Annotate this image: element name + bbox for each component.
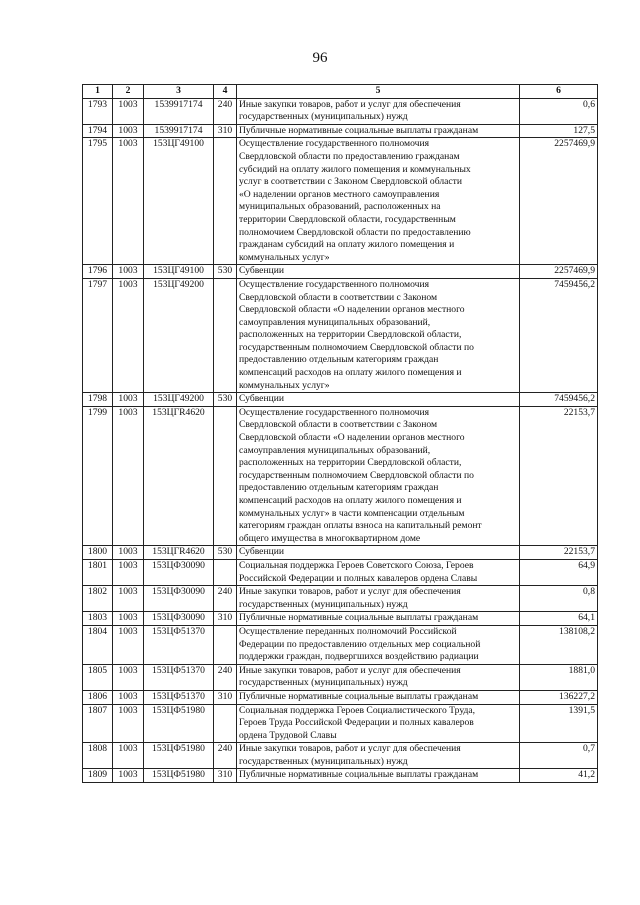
amount-cell: 2257469,9 [520,265,598,279]
description-cell [237,98,520,124]
target-code-cell: 153ЦГ49100 [144,265,214,279]
description-line: услуг в соответствии с Законом Свердловской области [239,176,462,188]
amount-cell: 22153,7 [520,546,598,560]
description-line: Публичные нормативные социальные выплаты гражданам [239,612,479,624]
amount-cell: 64,1 [520,612,598,626]
expense-type-cell [214,406,237,546]
line-number-cell: 1806 [83,690,113,704]
description-line: коммунальных услуг» в части компенсации отдельным [239,507,465,519]
line-number-cell: 1802 [83,586,113,612]
description-line: Осуществление переданных полномочий Российской [239,625,457,637]
expense-type-cell [214,138,237,265]
description-line: муниципальных образований, расположенных на [239,201,441,213]
description-line: Иные закупки товаров, работ и услуг для обеспечения [239,586,461,598]
line-number-cell: 1804 [83,625,113,664]
description-line: государственных (муниципальных) нужд [239,755,408,767]
section-code-cell: 1003 [113,406,144,546]
amount-cell: 138108,2 [520,625,598,664]
line-number-cell: 1795 [83,138,113,265]
target-code-cell: 153ЦГR4620 [144,546,214,560]
description-line: Героев Труда Российской Федерации и полных кавалеров [239,717,474,729]
description-line: предоставлению отдельным категориям граждан [239,354,439,366]
line-number-cell: 1808 [83,743,113,769]
description-line: «О наделении органов местного самоуправления [239,188,440,200]
expense-type-cell: 310 [214,124,237,138]
expense-type-cell [214,625,237,664]
table-row [83,664,598,690]
description-cell [237,546,520,560]
amount-cell: 22153,7 [520,406,598,546]
table-row [83,586,598,612]
target-code-cell: 153ЦФ51980 [144,769,214,783]
line-number-cell: 1797 [83,278,113,392]
amount-cell: 7459456,2 [520,278,598,392]
line-number-cell: 1803 [83,612,113,626]
description-line: коммунальных услуг» [239,379,330,391]
section-code-cell: 1003 [113,612,144,626]
target-code-cell: 153ЦГ49100 [144,138,214,265]
section-code-cell: 1003 [113,393,144,407]
header-cell-target: 3 [144,85,214,99]
description-line: самоуправления муниципальных образований, [239,444,431,456]
expense-type-cell: 310 [214,612,237,626]
expense-type-cell: 240 [214,743,237,769]
amount-cell: 1881,0 [520,664,598,690]
section-code-cell: 1003 [113,138,144,265]
description-line: Публичные нормативные социальные выплаты гражданам [239,124,479,136]
table-row [83,690,598,704]
header-row [83,85,598,99]
expense-type-cell [214,278,237,392]
description-line: общего имущества в многоквартирном доме [239,532,421,544]
description-cell [237,690,520,704]
description-line: государственным полномочием Свердловской области по [239,469,474,481]
line-number-cell: 1805 [83,664,113,690]
header-cell-line: 1 [83,85,113,99]
description-line: Иные закупки товаров, работ и услуг для обеспечения [239,743,461,755]
description-line: Субвенции [239,546,284,558]
expense-type-cell: 240 [214,586,237,612]
target-code-cell: 153ЦФ30090 [144,612,214,626]
description-line: Субвенции [239,393,284,405]
description-cell [237,704,520,743]
target-code-cell: 153ЦГ49200 [144,393,214,407]
description-line: предоставлению отдельным категориям граждан [239,482,439,494]
amount-cell: 64,9 [520,559,598,585]
table-row [83,743,598,769]
description-line: компенсаций расходов на оплату жилого помещения и [239,367,462,379]
description-cell [237,406,520,546]
description-line: ордена Трудовой Славы [239,729,337,741]
description-cell [237,138,520,265]
section-code-cell: 1003 [113,546,144,560]
amount-cell: 7459456,2 [520,393,598,407]
target-code-cell: 153ЦФ30090 [144,586,214,612]
target-code-cell: 153ЦГ49200 [144,278,214,392]
description-cell [237,278,520,392]
description-line: Осуществление государственного полномочия [239,278,430,290]
description-line: категориям граждан оплаты взноса на капитальный ремонт [239,520,482,532]
target-code-cell: 153ЦФ51980 [144,743,214,769]
description-line: государственным полномочием Свердловской области по [239,341,474,353]
section-code-cell: 1003 [113,559,144,585]
line-number-cell: 1801 [83,559,113,585]
description-line: Публичные нормативные социальные выплаты гражданам [239,690,479,702]
description-line: Свердловской области в соответствии с Законом [239,419,438,431]
table-row [83,138,598,265]
header-cell-section: 2 [113,85,144,99]
table-row [83,625,598,664]
section-code-cell: 1003 [113,664,144,690]
target-code-cell: 153ЦФ51370 [144,664,214,690]
amount-cell: 0,7 [520,743,598,769]
description-line: расположенных на территории Свердловской области, [239,457,462,469]
target-code-cell: 153ЦГR4620 [144,406,214,546]
description-cell [237,664,520,690]
description-line: территории Свердловской области, государственным [239,213,456,225]
description-line: Российской Федерации и полных кавалеров ордена Славы [239,572,478,584]
table-row [83,612,598,626]
section-code-cell: 1003 [113,586,144,612]
description-line: государственных (муниципальных) нужд [239,598,408,610]
table-row [83,393,598,407]
description-line: Федерации по предоставлению отдельных мер социальной [239,638,481,650]
header-cell-type: 4 [214,85,237,99]
description-cell [237,625,520,664]
expense-type-cell: 310 [214,769,237,783]
line-number-cell: 1793 [83,98,113,124]
amount-cell: 127,5 [520,124,598,138]
description-cell [237,124,520,138]
description-line: коммунальных услуг» [239,251,330,263]
table-row [83,278,598,392]
amount-cell: 41,2 [520,769,598,783]
target-code-cell: 153ЦФ51370 [144,690,214,704]
description-line: государственных (муниципальных) нужд [239,677,408,689]
description-line: компенсаций расходов на оплату жилого помещения и [239,495,462,506]
description-line: расположенных на территории Свердловской области, [239,329,462,341]
amount-cell: 2257469,9 [520,138,598,265]
section-code-cell: 1003 [113,769,144,783]
expense-type-cell [214,704,237,743]
page-number: 96 [312,50,328,66]
target-code-cell: 153ЦФ30090 [144,559,214,585]
description-cell [237,586,520,612]
section-code-cell: 1003 [113,265,144,279]
expense-type-cell: 530 [214,265,237,279]
table-row [83,406,598,546]
table-row [83,546,598,560]
line-number-cell: 1794 [83,124,113,138]
line-number-cell: 1796 [83,265,113,279]
target-code-cell: 153ЦФ51980 [144,704,214,743]
description-line: Свердловской области «О наделении органов местного [239,304,465,316]
expense-type-cell: 530 [214,546,237,560]
description-cell [237,612,520,626]
section-code-cell: 1003 [113,124,144,138]
amount-cell: 136227,2 [520,690,598,704]
description-cell [237,743,520,769]
description-line: субсидий на оплату жилого помещения и коммунальных [239,163,471,175]
table-row [83,265,598,279]
section-code-cell: 1003 [113,704,144,743]
table-body [83,98,598,782]
description-line: Свердловской области «О наделении органов местного [239,432,465,444]
description-line: Социальная поддержка Героев Советского Союза, Героев [239,559,474,571]
description-line: Социальная поддержка Героев Социалистического Труда, [239,704,476,716]
amount-cell: 0,8 [520,586,598,612]
table-row [83,769,598,783]
target-code-cell: 1539917174 [144,124,214,138]
description-line: государственных (муниципальных) нужд [239,111,408,123]
description-cell [237,769,520,783]
amount-cell: 0,6 [520,98,598,124]
line-number-cell: 1799 [83,406,113,546]
description-cell [237,393,520,407]
line-number-cell: 1807 [83,704,113,743]
table-row [83,704,598,743]
section-code-cell: 1003 [113,98,144,124]
expense-type-cell [214,559,237,585]
section-code-cell: 1003 [113,278,144,392]
description-line: гражданам субсидий на оплату жилого помещения и [239,239,455,251]
description-line: поддержки граждан, подвергшихся воздействию радиации [239,651,479,663]
header-cell-description: 5 [237,85,520,99]
table-row [83,124,598,138]
line-number-cell: 1800 [83,546,113,560]
description-line: самоуправления муниципальных образований, [239,316,431,328]
target-code-cell: 1539917174 [144,98,214,124]
description-line: полномочием Свердловской области по предоставлению [239,226,471,238]
header-cell-amount: 6 [520,85,598,99]
description-cell [237,559,520,585]
expense-type-cell: 240 [214,664,237,690]
line-number-cell: 1798 [83,393,113,407]
expense-type-cell: 240 [214,98,237,124]
description-line: Субвенции [239,265,284,277]
target-code-cell: 153ЦФ51370 [144,625,214,664]
description-line: Свердловской области в соответствии с Законом [239,291,438,303]
description-line: Свердловской области по предоставлению гражданам [239,150,460,162]
amount-cell: 1391,5 [520,704,598,743]
expense-type-cell: 310 [214,690,237,704]
section-code-cell: 1003 [113,690,144,704]
section-code-cell: 1003 [113,625,144,664]
description-line: Осуществление государственного полномочия [239,406,430,418]
line-number-cell: 1809 [83,769,113,783]
description-line: Осуществление государственного полномочия [239,138,430,150]
budget-table [82,84,598,783]
description-line: Иные закупки товаров, работ и услуг для обеспечения [239,98,461,110]
description-line: Публичные нормативные социальные выплаты гражданам [239,769,479,781]
table-row [83,98,598,124]
section-code-cell: 1003 [113,743,144,769]
table-row [83,559,598,585]
description-cell [237,265,520,279]
expense-type-cell: 530 [214,393,237,407]
description-line: Иные закупки товаров, работ и услуг для обеспечения [239,664,461,676]
